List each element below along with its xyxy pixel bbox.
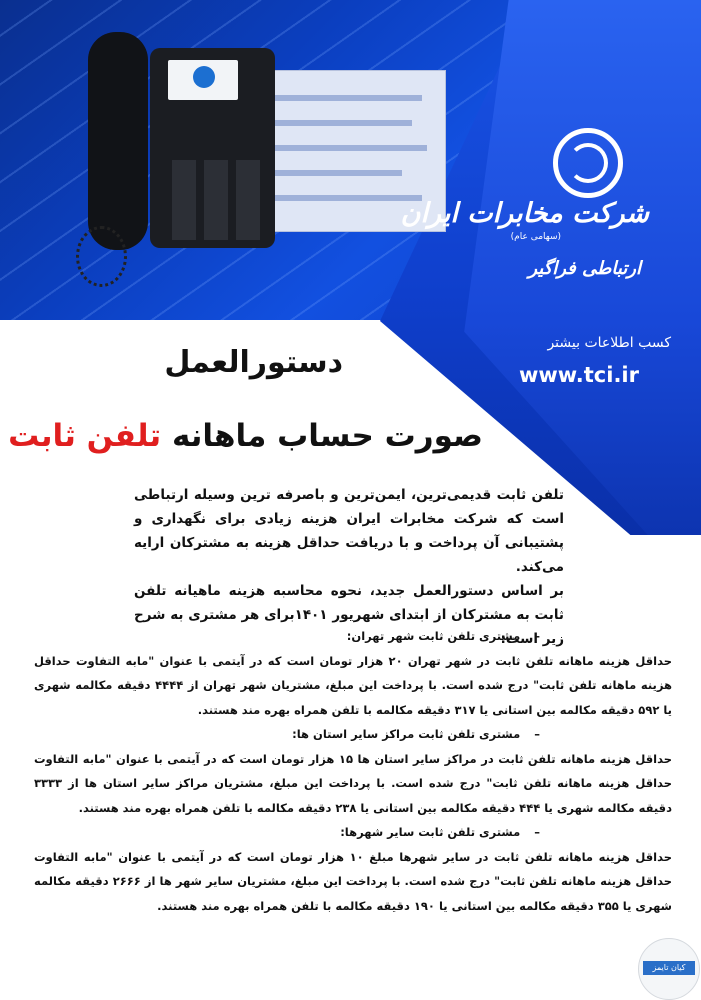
phone-logo-icon: [193, 66, 215, 88]
section-body: حداقل هزینه ماهانه تلفن ثابت در مراکز سایر استان ها ۱۵ هزار تومان است که در آیتمی با عنوان "مابه التفاوت حداقل هزینه ماهانه تلفن ثابت" درج شده است. با پرداخت این مبلغ، مشتریان مراکز سایر استان ها از ۳۳۳۳ دقیقه مکالمه شهری یا ۴۴۴ دقیقه مکالمه بین استانی یا ۲۳۸ دقیقه مکالمه با تلفن همراه بهره مند هستند.: [34, 751, 672, 815]
watermark-label: کیان تایمز: [643, 961, 695, 975]
section-heading: – مشتری تلفن ثابت سایر شهرها:: [34, 820, 672, 845]
intro-paragraph: بر اساس دستورالعمل جدید، نحوه محاسبه هزینه ماهیانه تلفن ثابت به مشترکان از ابتدای شهریور ۱۴۰۱برای هر مشتری به شرح زیر است:: [134, 583, 565, 647]
website-link[interactable]: www.tci.ir: [518, 363, 639, 387]
doc-line: [272, 170, 402, 176]
phone-cord: [76, 226, 127, 287]
phone-handset: [88, 32, 148, 250]
section-other-cities: [34, 820, 672, 918]
watermark-logo: [638, 938, 700, 1000]
intro-paragraph: تلفن ثابت قدیمی‌ترین، ایمن‌ترین و باصرفه ترین وسیله ارتباطی است که شرکت مخابرات ایران هزینه زیادی برای نگهداری و پشتیبانی آن پرداخت و با دریافت حداقل هزینه به مشترکان ارایه می‌کند.: [134, 487, 564, 575]
page-title: دستورالعمل: [164, 345, 343, 380]
section-provincial-centers: [34, 722, 672, 820]
subtitle-main: صورت حساب ماهانه: [171, 418, 483, 454]
more-info-label: کسب اطلاعات بیشتر: [547, 335, 671, 351]
company-name: شرکت مخابرات ایران: [400, 198, 649, 229]
doc-line: [272, 195, 422, 201]
doc-line: [272, 120, 412, 126]
subtitle-accent: تلفن ثابت: [8, 418, 162, 454]
section-heading: – مشتری تلفن ثابت شهر تهران:: [34, 624, 672, 649]
sections: [34, 624, 672, 918]
section-body: حداقل هزینه ماهانه تلفن ثابت در سایر شهرها مبلغ ۱۰ هزار تومان است که در آیتمی با عنوان "مابه التفاوت حداقل هزینه ماهانه تلفن ثابت" درج شده است. با پرداخت این مبلغ، مشتریان سایر شهر ها از ۲۶۶۶ دقیقه مکالمه شهری یا ۳۵۵ دقیقه مکالمه بین استانی یا ۱۹۰ دقیقه مکالمه با تلفن همراه بهره مند هستند.: [34, 849, 673, 913]
phone-keypad: [172, 160, 262, 240]
company-slogan: ارتباطی فراگیر: [528, 258, 641, 279]
section-body: حداقل هزینه ماهانه تلفن ثابت در شهر تهران ۲۰ هزار تومان است که در آیتمی با عنوان "مابه التفاوت حداقل هزینه ماهانه تلفن ثابت" درج شده است. با پرداخت این مبلغ، مشتریان شهر تهران از ۴۴۴۴ دقیقه مکالمه شهری یا ۵۹۲ دقیقه مکالمه بین استانی یا ۳۱۷ دقیقه مکالمه با تلفن همراه بهره مند هستند.: [34, 653, 673, 717]
company-subtitle: (سهامی عام): [510, 232, 561, 242]
section-heading: – مشتری تلفن ثابت مراکز سایر استان ها:: [34, 722, 672, 747]
section-tehran: [34, 624, 672, 722]
doc-line: [272, 145, 427, 151]
doc-line: [272, 95, 422, 101]
page-subtitle: [8, 418, 483, 454]
tci-logo-icon: [553, 128, 623, 198]
